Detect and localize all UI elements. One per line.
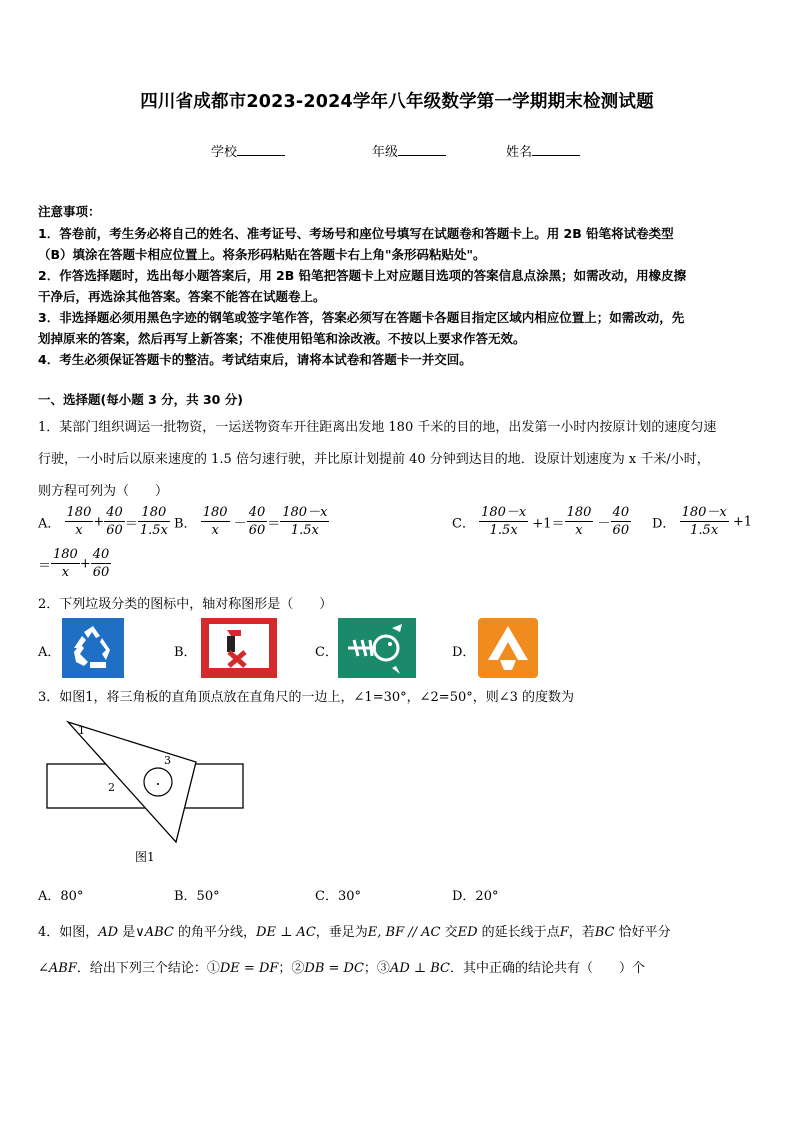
q1-stem-line: 行驶，一小时后以原来速度的 1.5 倍匀速行驶，并比原计划提前 40 分钟到达目的地．设原计划速度为 x 千米/小时，	[38, 452, 710, 467]
option-label: D．	[452, 645, 476, 660]
q3-option-c: C．30°	[315, 889, 361, 904]
name-label: 姓名	[506, 145, 533, 160]
fraction: $\frac{180}{1.5x}$	[139, 505, 168, 538]
option-label: D．	[652, 516, 676, 532]
option-label: A．	[38, 516, 61, 532]
fraction: $\frac{40}{60}$	[92, 547, 110, 580]
q3-option-d: D．20°	[452, 889, 499, 904]
grade-blank	[398, 143, 446, 156]
school-field	[211, 141, 285, 160]
angle-label-1: 1	[78, 724, 85, 737]
school-label: 学校	[211, 145, 238, 160]
q3-stem: 3．如图1，将三角板的直角顶点放在直角尺的一边上，∠1=30°，∠2=50°，则∠3 的度数为	[38, 690, 575, 705]
option-label: C．	[315, 645, 338, 660]
option-label: A．	[38, 645, 61, 660]
q3-option-b: B．50°	[174, 889, 220, 904]
angle-label-2: 2	[108, 781, 115, 794]
fraction: $\frac{40}{60}$	[106, 505, 123, 538]
triangle-ruler-figure	[40, 716, 250, 866]
fraction: $\frac{180}{x}$	[53, 547, 78, 580]
fraction: $\frac{180}{x}$	[202, 505, 228, 538]
q4-stem-line: ∠ABF．给出下列三个结论：①DE = DF；②DB = DC；③AD ⊥ BC．其中正确的结论共有（ ）个	[38, 961, 645, 976]
figure-caption: 图1	[135, 850, 155, 864]
fraction: $\frac{40}{60}$	[248, 505, 266, 538]
page-title: 四川省成都市2023-2024学年八年级数学第一学期期末检测试题	[140, 92, 654, 112]
option-label: B．	[174, 645, 197, 660]
hazardous-waste-icon	[201, 618, 277, 678]
angle-label-3: 3	[164, 754, 171, 767]
q2-stem: 2．下列垃圾分类的图标中，轴对称图形是（ ）	[38, 597, 333, 612]
other-waste-icon	[478, 618, 538, 678]
name-blank	[532, 143, 580, 156]
q1-stem-line: 1．某部门组织调运一批物资，一运送物资车开往距离出发地 180 千米的目的地，出发第一小时内按原计划的速度匀速	[38, 420, 717, 435]
grade-label: 年级	[372, 145, 399, 160]
fraction: $\frac{40}{60}$	[612, 505, 630, 538]
q1-option-b: B． $\frac{180}{x}$ － $\frac{40}{60}$ ＝ $\frac{180-x}{1.5x}$	[174, 505, 328, 538]
option-label: C．	[452, 516, 475, 532]
fraction: $\frac{180}{x}$	[566, 505, 592, 538]
grade-field	[372, 141, 446, 160]
q1-option-a: A． $\frac{180}{x}$ + $\frac{40}{60}$ ＝ $\frac{180}{1.5x}$	[38, 505, 168, 538]
notice-line: 2．作答选择题时，选出每小题答案后，用 2B 铅笔把答题卡上对应题目选项的答案信息点涂黑；如需改动，用橡皮擦	[38, 268, 687, 283]
notice-line: 1．答卷前，考生务必将自己的姓名、准考证号、考场号和座位号填写在试题卷和答题卡上。用 2B 铅笔将试卷类型	[38, 226, 674, 241]
fraction: $\frac{180-x}{1.5x}$	[481, 505, 527, 538]
notice-line: 4．考生必须保证答题卡的整洁。考试结束后，请将本试卷和答题卡一并交回。	[38, 352, 472, 367]
fraction: $\frac{180-x}{1.5x}$	[282, 505, 328, 538]
q1-option-c: C． $\frac{180-x}{1.5x}$ +1＝ $\frac{180}{x}$ － $\frac{40}{60}$	[452, 505, 630, 538]
fraction: $\frac{180-x}{1.5x}$	[681, 505, 727, 538]
recycle-icon	[62, 618, 124, 678]
q1-stem-line: 则方程可列为（ ）	[38, 484, 169, 499]
kitchen-waste-icon	[338, 618, 416, 678]
q1-option-d: D． $\frac{180-x}{1.5x}$ +1	[652, 505, 753, 538]
q3-option-a: A．80°	[38, 889, 84, 904]
school-blank	[237, 143, 285, 156]
notice-line: 划掉原来的答案，然后再写上新答案；不准使用铅笔和涂改液。不按以上要求作答无效。	[38, 331, 526, 346]
name-field	[506, 141, 580, 160]
section-heading: 一、选择题(每小题 3 分，共 30 分)	[38, 392, 243, 407]
notice-line: 干净后，再选涂其他答案。答案不能答在试题卷上。	[38, 289, 326, 304]
fraction: $\frac{180}{x}$	[66, 505, 92, 538]
notice-line: 3．非选择题必须用黑色字迹的钢笔或签字笔作答，答案必须写在答题卡各题目指定区域内相应位置上；如需改动，先	[38, 310, 685, 325]
notice-heading: 注意事项：	[38, 204, 101, 219]
q4-stem-line: 4．如图，AD 是∨ABC 的角平分线，DE ⊥ AC，垂足为E, BF // AC 交ED 的延长线于点F，若BC 恰好平分	[38, 925, 671, 940]
notice-line: （B）填涂在答题卡相应位置上。将条形码粘贴在答题卡右上角"条形码粘贴处"。	[38, 247, 486, 262]
option-label: B．	[174, 516, 197, 532]
q1-option-d-cont: ＝ $\frac{180}{x}$ + $\frac{40}{60}$	[38, 547, 110, 580]
